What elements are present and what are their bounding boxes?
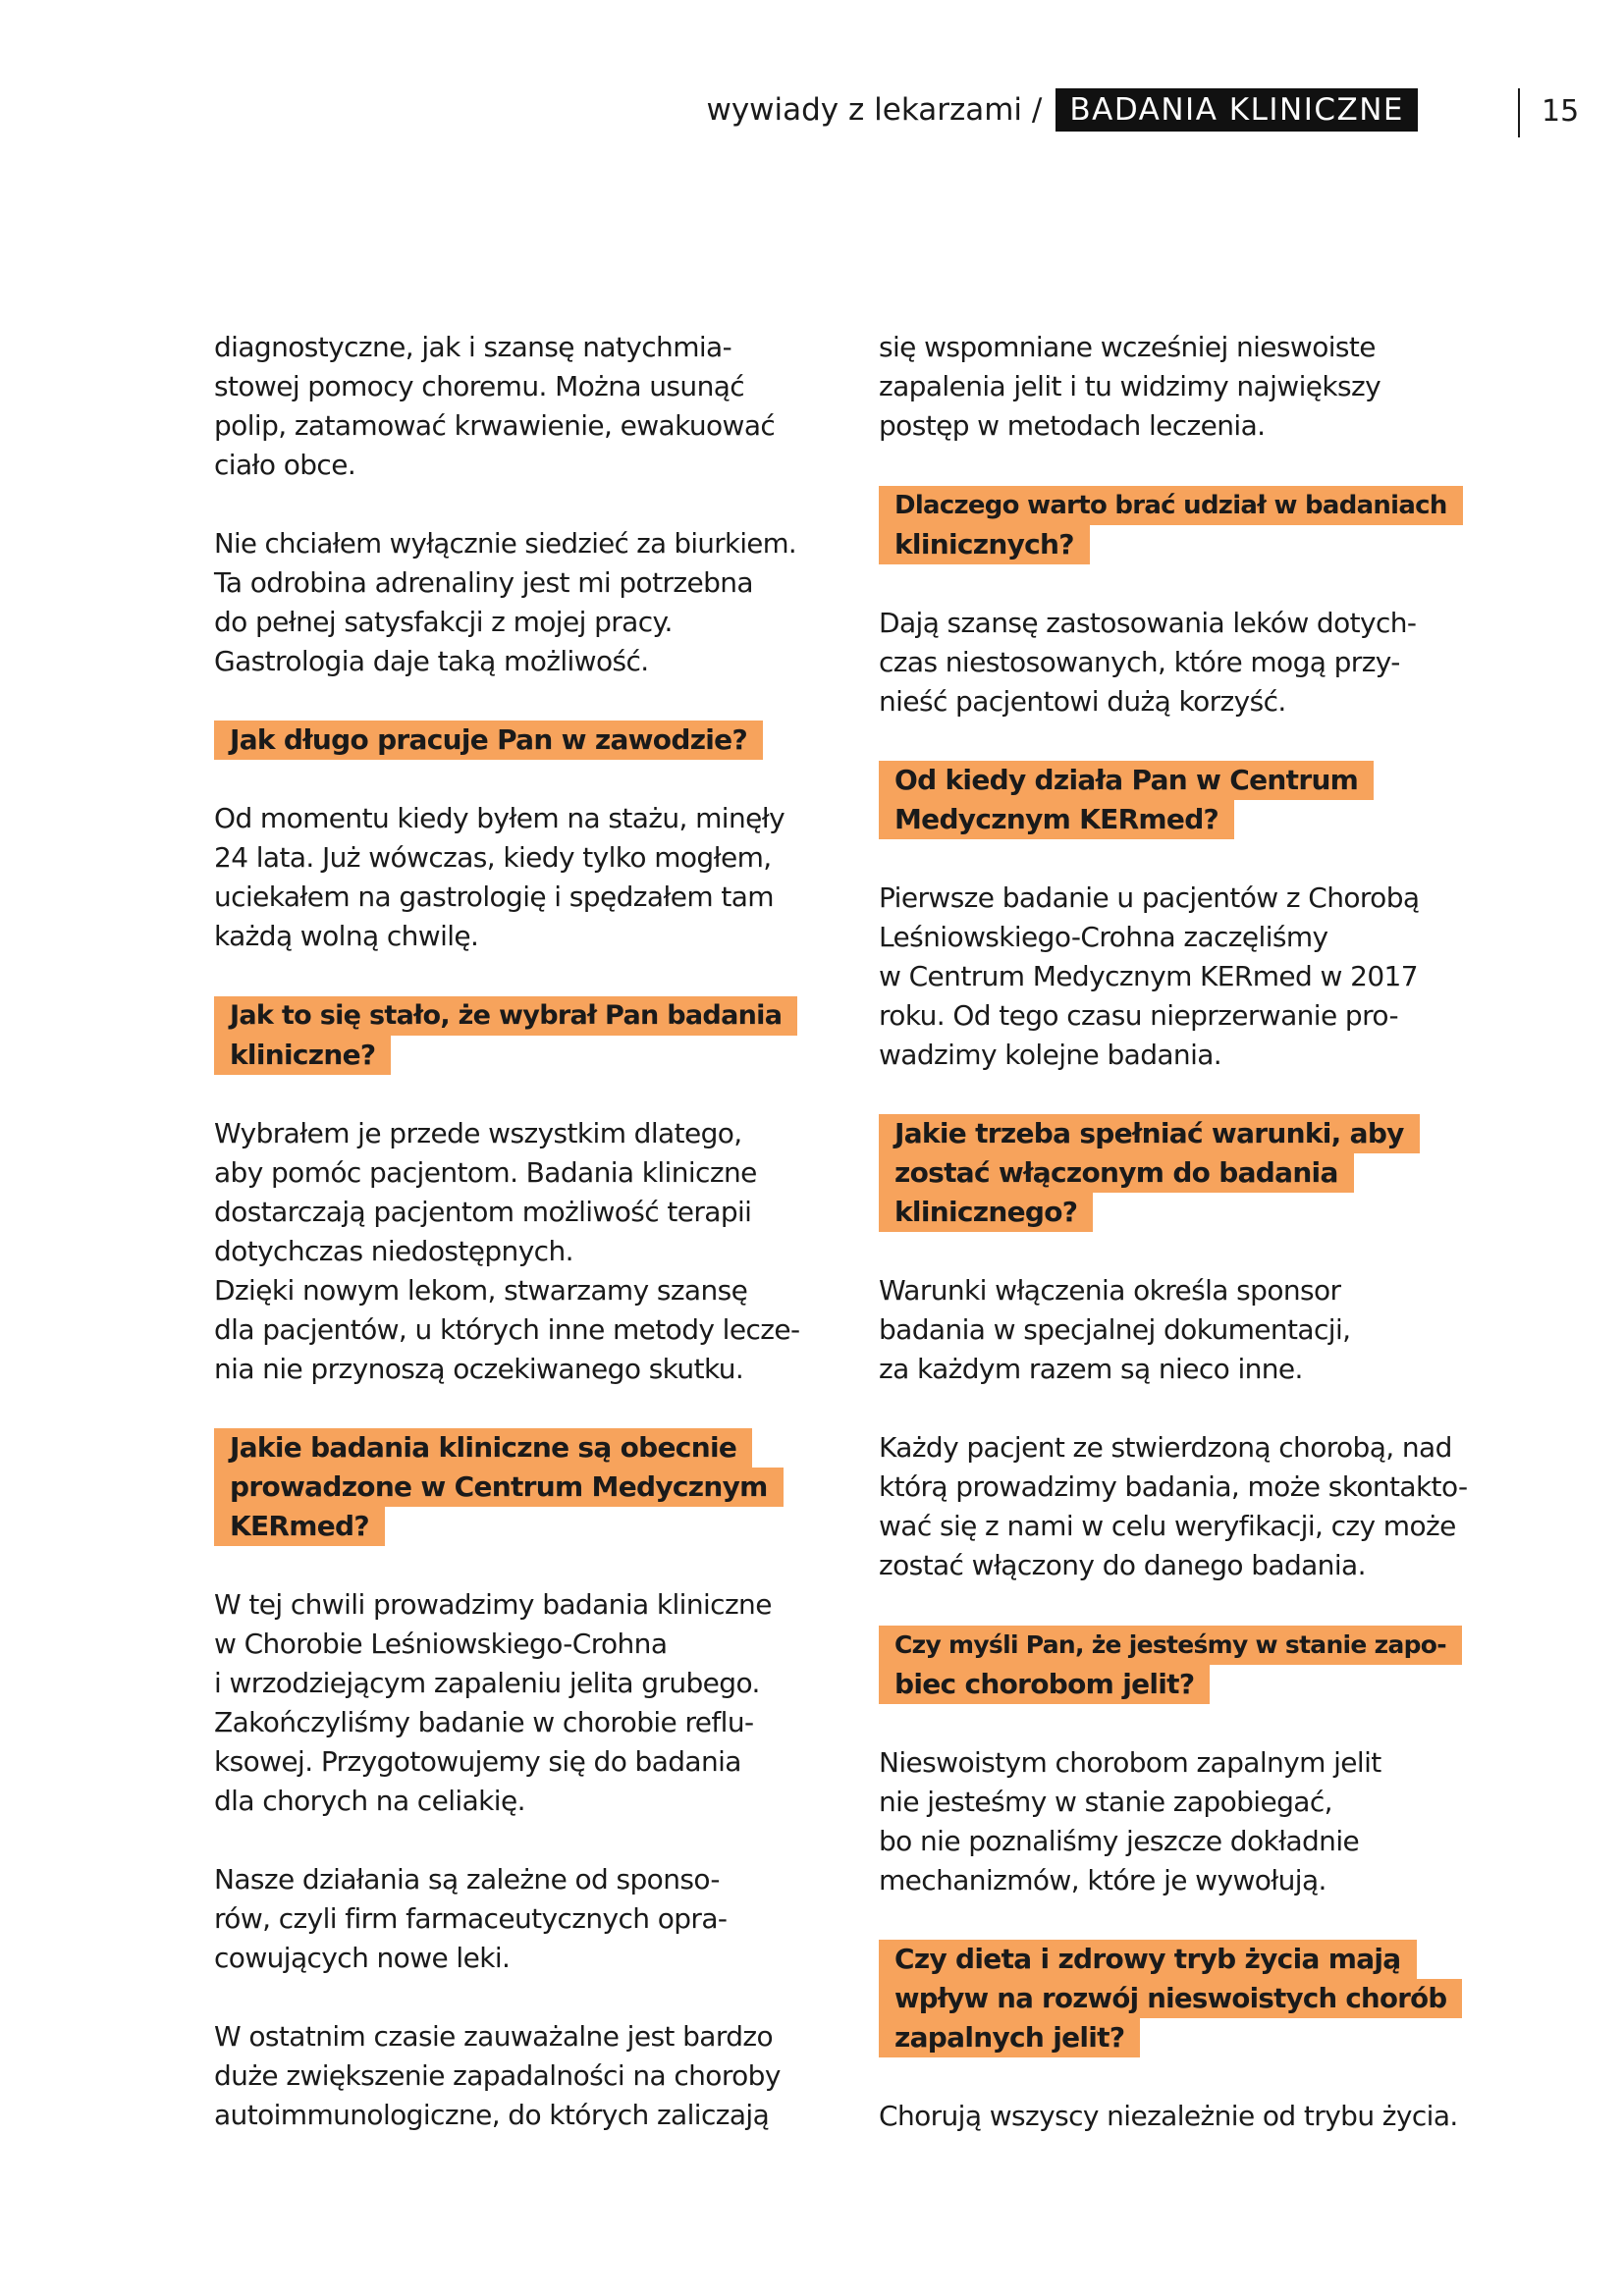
question-highlight: Dlaczego warto brać udział w badaniach — [879, 486, 1463, 525]
question-highlight: zapalnych jelit? — [879, 2018, 1140, 2057]
right-column — [879, 328, 1468, 2175]
text-line: ciało obce. — [214, 449, 356, 481]
text-line: czas niestosowanych, które mogą przy- — [879, 646, 1400, 678]
answer-paragraph — [214, 2017, 803, 2135]
question-line — [214, 721, 803, 760]
question-line — [879, 800, 1468, 839]
interview-question — [879, 1114, 1468, 1232]
question-line — [214, 1428, 803, 1468]
text-line: nia nie przynoszą oczekiwanego skutku. — [214, 1353, 744, 1385]
question-highlight: Jak to się stało, że wybrał Pan badania — [214, 996, 797, 1036]
text-line: wadzimy kolejne badania. — [879, 1039, 1222, 1071]
text-line: duże zwiększenie zapadalności na choroby — [214, 2059, 781, 2092]
breadcrumb: wywiady z lekarzami / — [706, 92, 1043, 128]
question-line — [879, 1979, 1468, 2018]
text-line: nie jesteśmy w stanie zapobiegać, — [879, 1786, 1332, 1818]
text-line: zostać włączony do danego badania. — [879, 1549, 1366, 1581]
question-line — [214, 1036, 803, 1075]
text-line: ksowej. Przygotowujemy się do badania — [214, 1745, 741, 1778]
question-highlight: Od kiedy działa Pan w Centrum — [879, 761, 1374, 800]
interview-question — [214, 721, 803, 760]
answer-paragraph — [879, 1743, 1468, 1900]
question-highlight: Jak długo pracuje Pan w zawodzie? — [214, 721, 763, 760]
text-line: rów, czyli firm farmaceutycznych opra- — [214, 1902, 728, 1935]
answer-paragraph — [214, 799, 803, 956]
interview-question — [214, 1428, 803, 1546]
answer-paragraph — [879, 2097, 1468, 2136]
question-line — [879, 1114, 1468, 1153]
text-line: za każdym razem są nieco inne. — [879, 1353, 1303, 1385]
page-number: 15 — [1542, 94, 1580, 129]
text-line: dla pacjentów, u których inne metody lecze- — [214, 1313, 800, 1346]
question-line — [879, 761, 1468, 800]
text-line: Zakończyliśmy badanie w chorobie reflu- — [214, 1706, 754, 1738]
text-line: Nie chciałem wyłącznie siedzieć za biurkiem. — [214, 528, 797, 560]
text-line: badania w specjalnej dokumentacji, — [879, 1313, 1351, 1346]
answer-paragraph — [214, 1585, 803, 1821]
text-line: zapalenia jelit i tu widzimy największy — [879, 370, 1381, 402]
interview-question — [879, 1625, 1468, 1704]
interview-question — [214, 995, 803, 1075]
question-highlight: biec chorobom jelit? — [879, 1665, 1210, 1704]
question-line — [879, 1625, 1468, 1665]
interview-question — [879, 485, 1468, 564]
question-highlight: klinicznych? — [879, 525, 1090, 564]
text-line: Leśniowskiego-Crohna zaczęliśmy — [879, 921, 1328, 953]
text-line: Warunki włączenia określa sponsor — [879, 1274, 1341, 1307]
text-line: stowej pomocy choremu. Można usunąć — [214, 370, 745, 402]
section-title: BADANIA KLINICZNE — [1056, 88, 1418, 132]
answer-paragraph — [879, 604, 1468, 721]
question-highlight: Jakie badania kliniczne są obecnie — [214, 1428, 752, 1468]
text-line: Wybrałem je przede wszystkim dlatego, — [214, 1117, 742, 1149]
question-highlight: klinicznego? — [879, 1193, 1093, 1232]
answer-paragraph — [214, 328, 803, 485]
text-line: uciekałem na gastrologię i spędzałem tam — [214, 881, 774, 913]
text-line: aby pomóc pacjentom. Badania kliniczne — [214, 1156, 757, 1189]
question-line — [214, 1468, 803, 1507]
text-line: autoimmunologiczne, do których zaliczają — [214, 2099, 770, 2131]
question-line — [879, 1940, 1468, 1979]
question-highlight: Czy myśli Pan, że jesteśmy w stanie zapo- — [879, 1626, 1462, 1665]
text-line: mechanizmów, które je wywołują. — [879, 1864, 1326, 1896]
answer-paragraph — [214, 1114, 803, 1389]
text-line: Nasze działania są zależne od sponso- — [214, 1863, 720, 1896]
answer-paragraph — [214, 524, 803, 681]
text-line: się wspomniane wcześniej nieswoiste — [879, 331, 1376, 363]
text-line: bo nie poznaliśmy jeszcze dokładnie — [879, 1825, 1360, 1857]
text-line: Od momentu kiedy byłem na stażu, minęły — [214, 802, 785, 834]
question-line — [879, 1193, 1468, 1232]
text-line: i wrzodziejącym zapaleniu jelita grubego. — [214, 1667, 760, 1699]
interview-question — [879, 761, 1468, 839]
question-line — [879, 1153, 1468, 1193]
text-line: każdą wolną chwilę. — [214, 920, 479, 952]
text-line: do pełnej satysfakcji z mojej pracy. — [214, 606, 673, 638]
text-line: Dzięki nowym lekom, stwarzamy szansę — [214, 1274, 748, 1307]
question-highlight: zostać włączonym do badania — [879, 1153, 1354, 1193]
answer-paragraph — [214, 1860, 803, 1978]
question-line — [879, 525, 1468, 564]
question-line — [879, 485, 1468, 525]
text-line: którą prowadzimy badania, może skontakto- — [879, 1470, 1468, 1503]
question-line — [214, 1507, 803, 1546]
text-line: dotychczas niedostępnych. — [214, 1235, 573, 1267]
text-line: wać się z nami w celu weryfikacji, czy może — [879, 1510, 1456, 1542]
answer-paragraph — [879, 328, 1468, 446]
question-highlight: kliniczne? — [214, 1036, 391, 1075]
page-header — [706, 88, 1418, 132]
text-line: W tej chwili prowadzimy badania kliniczne — [214, 1588, 772, 1621]
text-line: 24 lata. Już wówczas, kiedy tylko mogłem, — [214, 841, 772, 874]
text-line: diagnostyczne, jak i szansę natychmia- — [214, 331, 732, 363]
question-highlight: prowadzone w Centrum Medycznym — [214, 1468, 784, 1507]
text-line: Ta odrobina adrenaliny jest mi potrzebna — [214, 566, 753, 599]
question-line — [214, 995, 803, 1036]
text-line: Chorują wszyscy niezależnie od trybu życia. — [879, 2100, 1458, 2132]
question-line — [879, 2018, 1468, 2057]
text-line: Pierwsze badanie u pacjentów z Chorobą — [879, 881, 1420, 914]
text-line: Każdy pacjent ze stwierdzoną chorobą, nad — [879, 1431, 1452, 1464]
interview-question — [879, 1940, 1468, 2057]
text-line: w Centrum Medycznym KERmed w 2017 — [879, 960, 1418, 992]
question-line — [879, 1665, 1468, 1704]
text-line: postęp w metodach leczenia. — [879, 409, 1266, 442]
text-line: w Chorobie Leśniowskiego-Crohna — [214, 1628, 668, 1660]
left-column — [214, 328, 803, 2174]
text-line: dostarczają pacjentom możliwość terapii — [214, 1196, 752, 1228]
answer-paragraph — [879, 1428, 1468, 1585]
question-highlight: wpływ na rozwój nieswoistych chorób — [879, 1979, 1462, 2018]
text-line: Gastrologia daje taką możliwość. — [214, 645, 649, 677]
question-highlight: Medycznym KERmed? — [879, 800, 1234, 839]
text-line: Dają szansę zastosowania leków dotych- — [879, 607, 1417, 639]
text-line: nieść pacjentowi dużą korzyść. — [879, 685, 1286, 718]
answer-paragraph — [879, 879, 1468, 1075]
text-line: W ostatnim czasie zauważalne jest bardzo — [214, 2020, 774, 2053]
question-highlight: Jakie trzeba spełniać warunki, aby — [879, 1114, 1420, 1153]
answer-paragraph — [879, 1271, 1468, 1389]
text-line: polip, zatamować krwawienie, ewakuować — [214, 409, 776, 442]
question-highlight: Czy dieta i zdrowy tryb życia mają — [879, 1940, 1417, 1979]
header-divider — [1518, 88, 1520, 137]
text-line: Nieswoistym chorobom zapalnym jelit — [879, 1746, 1381, 1779]
question-highlight: KERmed? — [214, 1507, 385, 1546]
text-line: dla chorych na celiakię. — [214, 1785, 525, 1817]
text-line: roku. Od tego czasu nieprzerwanie pro- — [879, 999, 1398, 1032]
text-line: cowujących nowe leki. — [214, 1942, 511, 1974]
